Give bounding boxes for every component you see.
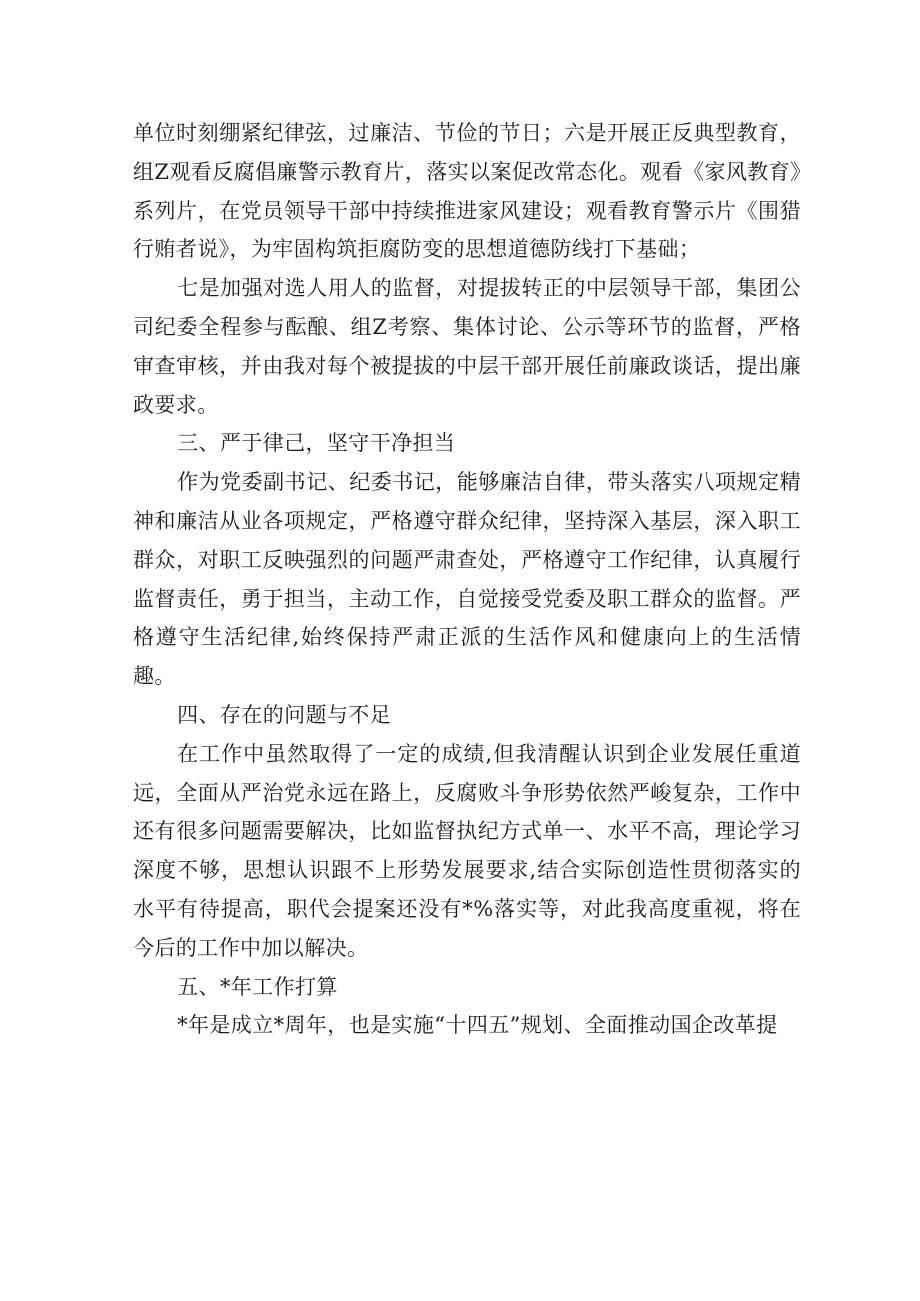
paragraph-work-plan: *年是成立*周年，也是实施“十四五”规划、全面推动国企改革提	[177, 1013, 778, 1038]
document-body	[133, 114, 801, 1045]
section-heading-work-plan: 五、*年工作打算	[177, 974, 338, 999]
paragraph-discipline-education: 单位时刻绷紧纪律弦，过廉洁、节俭的节日；六是开展正反典型教育，组Z观看反腐倡廉警示教育片，落实以案促改常态化。观看《家风教育》系列片，在党员领导干部中持续推进家风建设；观看教育警示片《围猎行贿者说》，为牢固构筑拒腐防变的思想道德防线打下基础；	[133, 121, 801, 262]
paragraph-personnel-supervision: 七是加强对选人用人的监督，对提拔转正的中层领导干部，集团公司纪委全程参与酝酿、组Z考察、集体讨论、公示等环节的监督，严格审查审核，并由我对每个被提拔的中层干部开展任前廉政谈话，提出廉政要求。	[133, 276, 801, 417]
paragraph-self-discipline: 作为党委副书记、纪委书记，能够廉洁自律，带头落实八项规定精神和廉洁从业各项规定，严格遵守群众纪律，坚持深入基层，深入职工群众，对职工反映强烈的问题严肃查处，严格遵守工作纪律，认真履行监督责任，勇于担当，主动工作，自觉接受党委及职工群众的监督。严格遵守生活纪律,始终保持严肃正派的生活作风和健康向上的生活情趣。	[133, 470, 801, 689]
section-heading-self-discipline: 三、严于律己，坚守干净担当	[177, 431, 456, 456]
section-heading-problems: 四、存在的问题与不足	[177, 702, 392, 727]
paragraph-problems: 在工作中虽然取得了一定的成绩,但我清醒认识到企业发展任重道远，全面从严治党永远在路上，反腐败斗争形势依然严峻复杂，工作中还有很多问题需要解决，比如监督执纪方式单一、水平不高，理论学习深度不够，思想认识跟不上形势发展要求,结合实际创造性贯彻落实的水平有待提高，职代会提案还没有*%落实等，对此我高度重视，将在今后的工作中加以解决。	[133, 741, 801, 960]
